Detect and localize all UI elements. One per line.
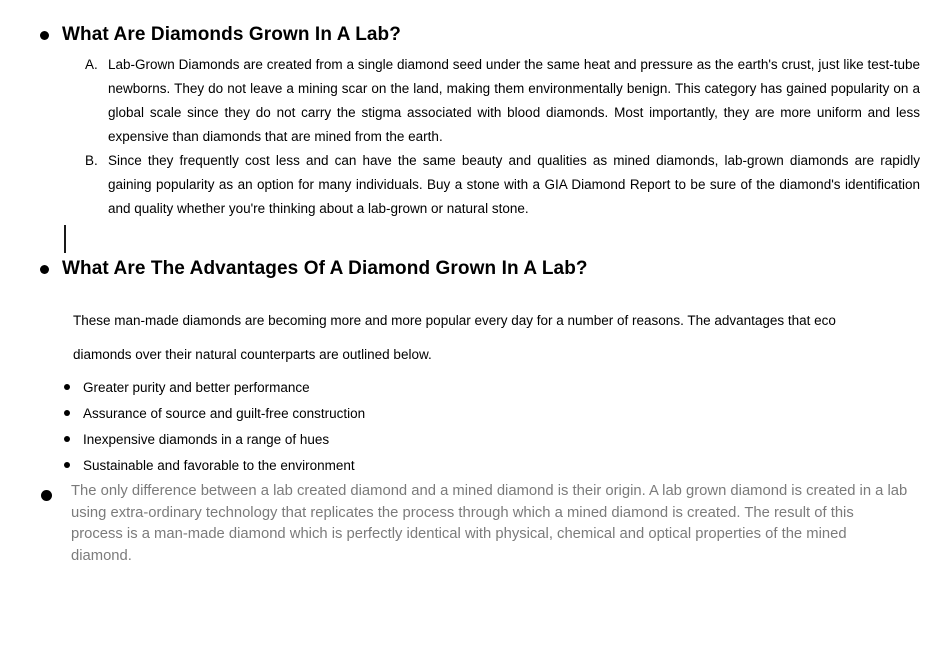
bullet-icon — [40, 265, 49, 274]
bullet-icon — [64, 384, 70, 390]
list-item[interactable] — [64, 400, 365, 426]
list-marker-b: B. — [85, 153, 98, 168]
intro-line-1[interactable]: These man-made diamonds are becoming more and more popular every day for a number of reasons. The advantages that eco — [73, 313, 836, 328]
list-marker-a: A. — [85, 57, 98, 72]
list-item-a-text[interactable]: Lab-Grown Diamonds are created from a single diamond seed under the same heat and pressure as the earth's crust, just like test-tube newborns. They do not leave a mining scar on the land, making them environmentally benign. This category has gained popularity on a global scale since they do not carry the stigma associated with blood diamonds. Most importantly, they are more uniform and less expensive than diamonds that are mined from the earth. — [108, 57, 920, 144]
list-item-b-text[interactable]: Since they frequently cost less and can have the same beauty and qualities as mined diamonds, lab-grown diamonds are rapidly gaining popularity as an option for many individuals. Buy a stone with a GIA Diamond Report to be sure of the diamond's identification and quality whether you're thinking about a lab-grown or natural stone. — [108, 153, 920, 216]
section-2-heading[interactable]: What Are The Advantages Of A Diamond Grown In A Lab? — [62, 258, 588, 279]
advantage-text[interactable]: Sustainable and favorable to the environment — [83, 457, 355, 473]
advantage-text[interactable]: Assurance of source and guilt-free construction — [83, 405, 366, 421]
advantages-list — [64, 374, 365, 478]
bullet-icon — [64, 462, 70, 468]
bullet-icon — [64, 436, 70, 442]
list-item[interactable] — [64, 426, 365, 452]
intro-line-2[interactable]: diamonds over their natural counterparts are outlined below. — [73, 347, 432, 362]
lettered-list — [85, 53, 920, 221]
section-1-heading-row — [40, 23, 401, 47]
section-2-heading-row — [40, 257, 588, 281]
text-caret — [64, 225, 66, 253]
note-item[interactable] — [41, 481, 909, 567]
advantage-text[interactable]: Greater purity and better performance — [83, 379, 310, 395]
intro-paragraph[interactable] — [73, 304, 836, 372]
list-item[interactable] — [64, 374, 365, 400]
list-item[interactable] — [64, 452, 365, 478]
section-1-heading[interactable]: What Are Diamonds Grown In A Lab? — [62, 24, 401, 45]
list-item-b[interactable] — [85, 149, 920, 221]
note-text[interactable]: The only difference between a lab created diamond and a mined diamond is their origin. A lab grown diamond is created in a lab using extra-ordinary technology that replicates the process through which a mined diamond is created. The result of this process is a man-made diamond which is perfectly identical with physical, chemical and optical properties of the mined diamond. — [71, 483, 908, 564]
bullet-icon — [41, 490, 52, 501]
bullet-icon — [64, 410, 70, 416]
bullet-icon — [40, 31, 49, 40]
list-item-a[interactable] — [85, 53, 920, 149]
advantage-text[interactable]: Inexpensive diamonds in a range of hues — [83, 431, 330, 447]
